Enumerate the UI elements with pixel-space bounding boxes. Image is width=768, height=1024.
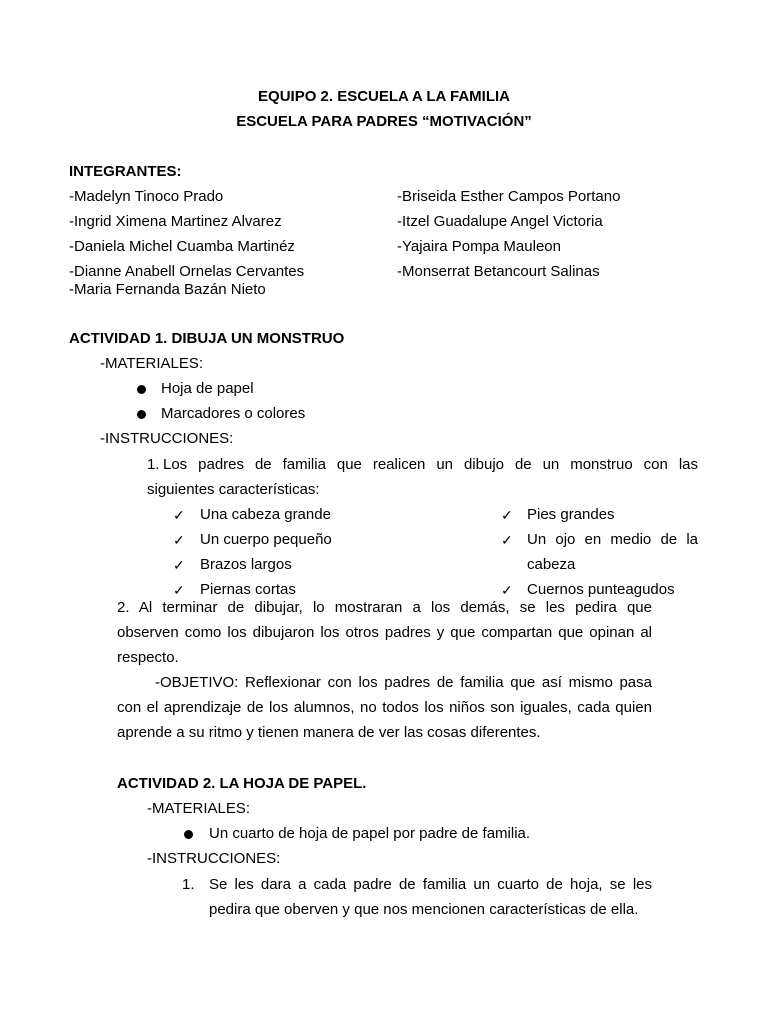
activity1-materials-label: -MATERIALES:: [100, 355, 204, 372]
activity1-instructions-label: -INSTRUCCIONES:: [100, 430, 234, 447]
bullet-icon: [137, 405, 146, 423]
checkmark-icon: ✓: [501, 532, 513, 548]
step2-line: 2. Al terminar de dibujar, lo mostraran a los demás, se les pedira que: [117, 599, 652, 616]
feature-item-continuation: cabeza: [527, 556, 576, 573]
team-member: -Madelyn Tinoco Prado: [69, 188, 224, 205]
team-member: -Monserrat Betancourt Salinas: [397, 263, 600, 280]
step2-line: respecto.: [117, 649, 179, 666]
checkmark-icon: ✓: [501, 582, 513, 598]
step-text: siguientes características:: [147, 481, 320, 498]
feature-item: Brazos largos: [200, 556, 292, 573]
feature-item: Un cuerpo pequeño: [200, 531, 332, 548]
bullet-icon: [184, 825, 193, 843]
checkmark-icon: ✓: [173, 582, 185, 598]
feature-item: Un ojo en medio de la: [527, 531, 698, 548]
checkmark-icon: ✓: [501, 507, 513, 523]
team-member: -Yajaira Pompa Mauleon: [397, 238, 561, 255]
document-title: EQUIPO 2. ESCUELA A LA FAMILIA: [258, 88, 510, 105]
checkmark-icon: ✓: [173, 557, 185, 573]
feature-item: Una cabeza grande: [200, 506, 331, 523]
step2-line: observen como los dibujaron los otros padres y que compartan que opinan al: [117, 624, 652, 641]
team-member: -Dianne Anabell Ornelas Cervantes: [69, 263, 305, 280]
document-subtitle: ESCUELA PARA PADRES “MOTIVACIÓN”: [236, 113, 532, 130]
activity2-materials-label: -MATERIALES:: [147, 800, 251, 817]
activity1-heading: ACTIVIDAD 1. DIBUJA UN MONSTRUO: [69, 330, 345, 347]
step-number: 1.: [147, 456, 160, 473]
objective-line: con el aprendizaje de los alumnos, no todos los niños son iguales, cada quien: [117, 699, 652, 716]
feature-item: Pies grandes: [527, 506, 615, 523]
feature-item: Cuernos punteagudos: [527, 581, 675, 598]
team-member: -Daniela Michel Cuamba Martinéz: [69, 238, 295, 255]
team-member: -Itzel Guadalupe Angel Victoria: [397, 213, 603, 230]
feature-item: Piernas cortas: [200, 581, 296, 598]
step-text: Se les dara a cada padre de familia un cuarto de hoja, se les: [209, 876, 652, 893]
team-member: -Maria Fernanda Bazán Nieto: [69, 281, 266, 298]
team-member: -Ingrid Ximena Martinez Alvarez: [69, 213, 282, 230]
material-item: Marcadores o colores: [161, 405, 306, 422]
step-number: 1.: [182, 876, 195, 893]
objective-line: -OBJETIVO: Reflexionar con los padres de familia que así mismo pasa: [155, 674, 652, 691]
activity2-heading: ACTIVIDAD 2. LA HOJA DE PAPEL.: [117, 775, 367, 792]
team-member: -Briseida Esther Campos Portano: [397, 188, 621, 205]
checkmark-icon: ✓: [173, 507, 185, 523]
material-item: Hoja de papel: [161, 380, 254, 397]
team-heading: INTEGRANTES:: [69, 163, 182, 180]
step-text: Los padres de familia que realicen un dibujo de un monstruo con las: [163, 456, 698, 473]
objective-line: aprende a su ritmo y tienen manera de ver las cosas diferentes.: [117, 724, 541, 741]
step-text: pedira que oberven y que nos mencionen características de ella.: [209, 901, 639, 918]
activity2-instructions-label: -INSTRUCCIONES:: [147, 850, 281, 867]
checkmark-icon: ✓: [173, 532, 185, 548]
bullet-icon: [137, 380, 146, 398]
material-item: Un cuarto de hoja de papel por padre de familia.: [209, 825, 531, 842]
